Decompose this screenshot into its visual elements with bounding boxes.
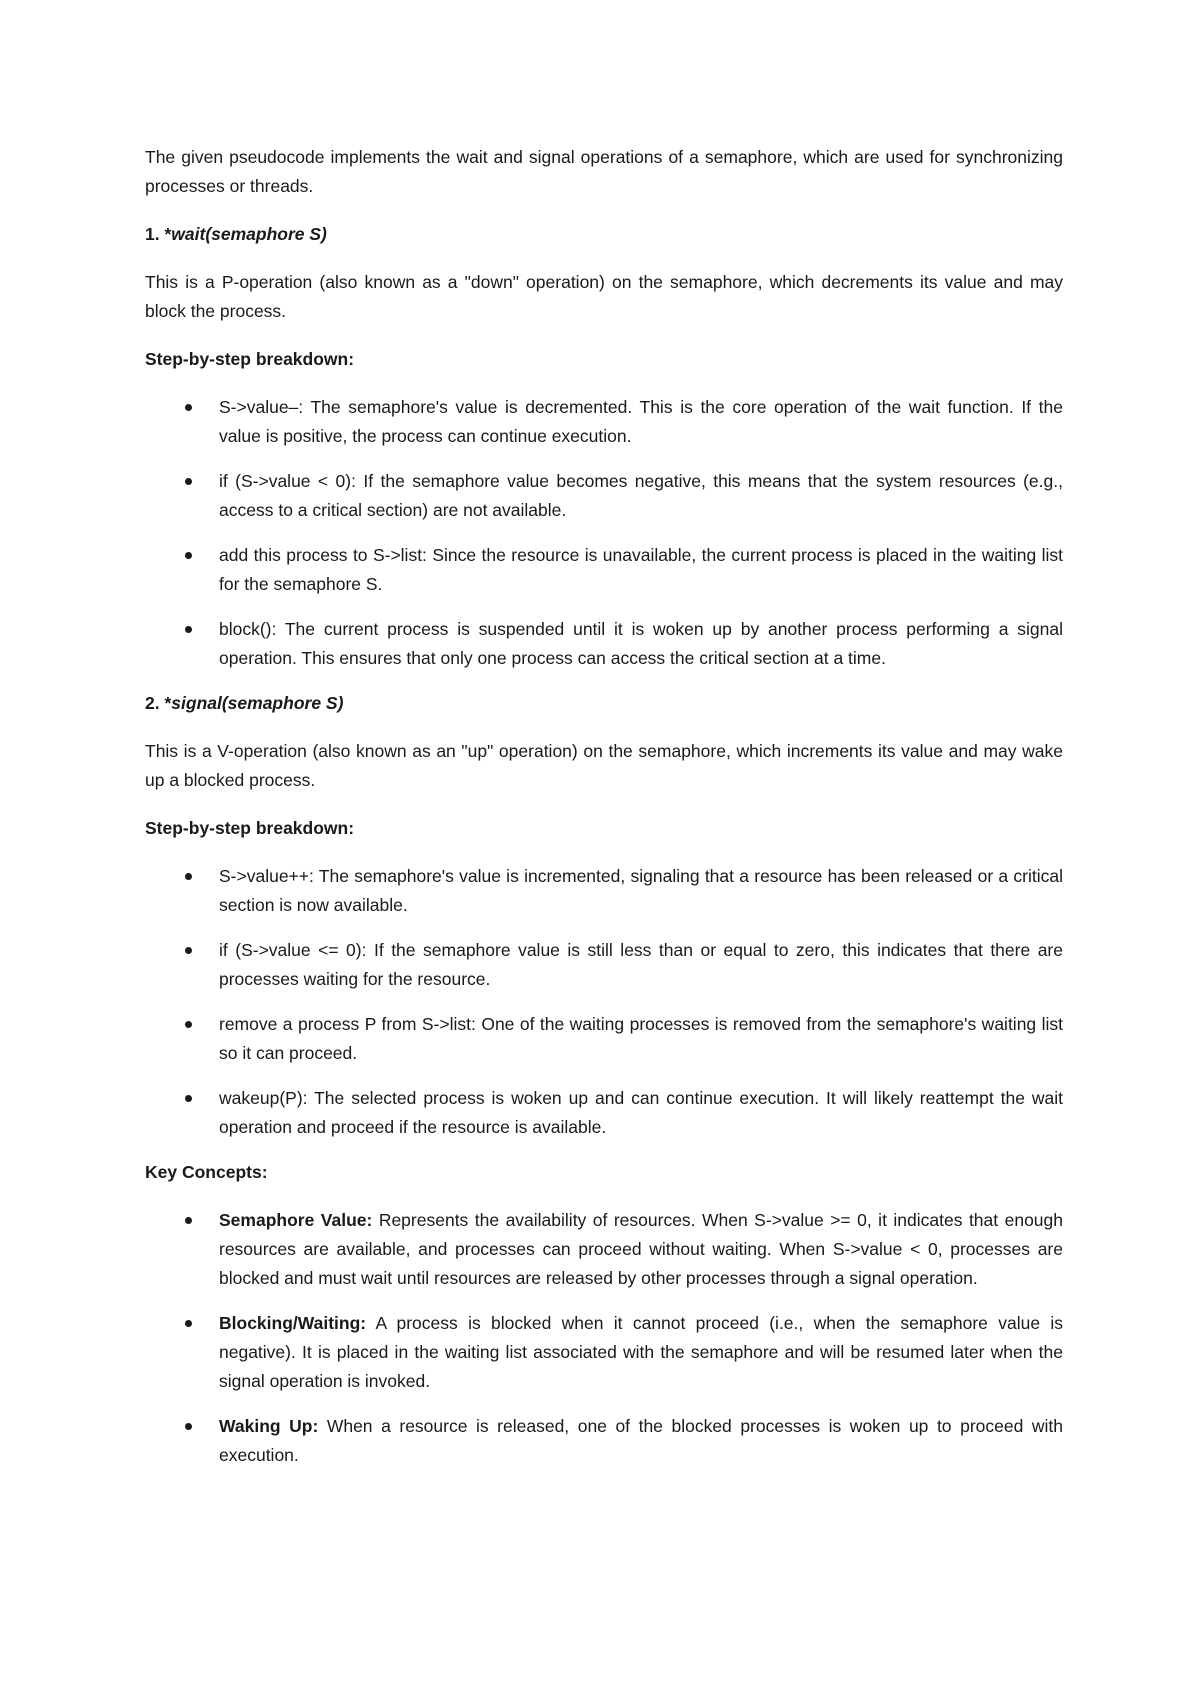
- bullet-icon: [185, 626, 192, 633]
- bullet-icon: [185, 1423, 192, 1430]
- bullet-icon: [185, 1095, 192, 1102]
- breakdown-label-signal: Step-by-step breakdown:: [145, 818, 355, 838]
- list-item-text: if (S->value < 0): If the semaphore value becomes negative, this means that the system resources (e.g., access to a critical section) are not available.: [219, 471, 1063, 520]
- intro-paragraph: The given pseudocode implements the wait and signal operations of a semaphore, which are used for synchronizing processes or threads.: [145, 147, 1063, 196]
- concept-text: A process is blocked when it cannot proceed (i.e., when the semaphore value is negative). It is placed in the waiting list associated with the semaphore and will be resumed later when the signal operation is invoked.: [219, 1313, 1063, 1391]
- section-heading-signal: [145, 689, 1063, 718]
- list-item-text: add this process to S->list: Since the resource is unavailable, the current process is placed in the waiting list for the semaphore S.: [219, 545, 1063, 594]
- bullet-icon: [185, 478, 192, 485]
- list-item: [145, 862, 1063, 920]
- list-item-text: S->value–: The semaphore's value is decremented. This is the core operation of the wait function. If the value is positive, the process can continue execution.: [219, 397, 1063, 446]
- list-item: [145, 467, 1063, 525]
- concept-term: Blocking/Waiting:: [219, 1313, 367, 1333]
- concept-term: Waking Up:: [219, 1416, 319, 1436]
- bullet-icon: [185, 404, 192, 411]
- section-description-wait: This is a P-operation (also known as a "down" operation) on the semaphore, which decrements its value and may block the process.: [145, 272, 1063, 321]
- list-item-text: S->value++: The semaphore's value is incremented, signaling that a resource has been released or a critical section is now available.: [219, 866, 1063, 915]
- list-item: [145, 1412, 1063, 1470]
- section-number: 1. *: [145, 224, 172, 244]
- list-item-text: remove a process P from S->list: One of the waiting processes is removed from the semaphore's waiting list so it can proceed.: [219, 1014, 1063, 1063]
- steps-list-wait: [145, 393, 1063, 673]
- bullet-icon: [185, 1320, 192, 1327]
- bullet-icon: [185, 552, 192, 559]
- bullet-icon: [185, 1021, 192, 1028]
- concept-text: Represents the availability of resources. When S->value >= 0, it indicates that enough resources are available, and processes can proceed without waiting. When S->value < 0, processes are blocked and must wait until resources are released by other processes through a signal operation.: [219, 1210, 1063, 1288]
- list-item: [145, 1010, 1063, 1068]
- key-concepts-list: [145, 1206, 1063, 1470]
- document-page: [145, 143, 1063, 1486]
- steps-list-signal: [145, 862, 1063, 1142]
- list-item: [145, 1309, 1063, 1396]
- concept-text: When a resource is released, one of the blocked processes is woken up to proceed with execution.: [219, 1416, 1063, 1465]
- section-number: 2. *: [145, 693, 172, 713]
- bullet-icon: [185, 947, 192, 954]
- list-item-text: block(): The current process is suspended until it is woken up by another process performing a signal operation. This ensures that only one process can access the critical section at a time.: [219, 619, 1063, 668]
- key-concepts-label: Key Concepts:: [145, 1162, 268, 1182]
- list-item-text: wakeup(P): The selected process is woken up and can continue execution. It will likely reattempt the wait operation and proceed if the resource is available.: [219, 1088, 1063, 1137]
- list-item: [145, 1206, 1063, 1293]
- list-item: [145, 393, 1063, 451]
- list-item: [145, 936, 1063, 994]
- list-item: [145, 541, 1063, 599]
- concept-term: Semaphore Value:: [219, 1210, 373, 1230]
- bullet-icon: [185, 1217, 192, 1224]
- section-description-signal: This is a V-operation (also known as an "up" operation) on the semaphore, which increments its value and may wake up a blocked process.: [145, 741, 1063, 790]
- list-item: [145, 615, 1063, 673]
- list-item-text: if (S->value <= 0): If the semaphore value is still less than or equal to zero, this indicates that there are processes waiting for the resource.: [219, 940, 1063, 989]
- bullet-icon: [185, 873, 192, 880]
- section-title: wait(semaphore S): [171, 224, 327, 244]
- section-heading-wait: [145, 220, 1063, 249]
- list-item: [145, 1084, 1063, 1142]
- breakdown-label-wait: Step-by-step breakdown:: [145, 349, 355, 369]
- section-title: signal(semaphore S): [171, 693, 344, 713]
